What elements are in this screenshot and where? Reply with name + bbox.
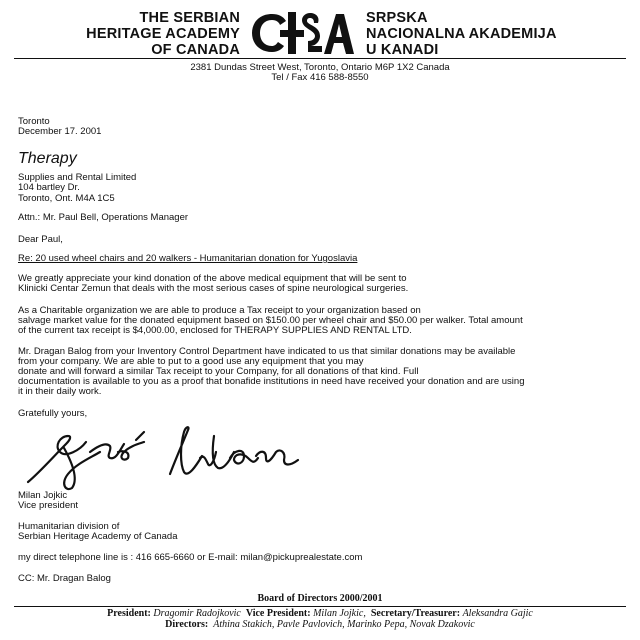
handwritten-signature: [20, 422, 310, 492]
letterhead-name-serbian: [366, 10, 626, 58]
letter-city: Toronto: [18, 116, 50, 127]
board-directors: [0, 619, 640, 630]
paragraph-line: Mr. Dragan Balog from your Inventory Control Department have indicated to us that similar donations may be available: [18, 346, 516, 357]
letterhead-line: NACIONALNA AKADEMIJA: [366, 26, 557, 42]
directors-label: Directors:: [165, 619, 209, 630]
letterhead-line: SRPSKA: [366, 10, 428, 26]
letterhead-line: THE SERBIAN: [139, 10, 240, 26]
division-line: Serbian Heritage Academy of Canada: [18, 531, 178, 542]
vice-president-label: Vice President:: [245, 608, 311, 619]
vice-president-name: Milan Jojkic,: [313, 608, 366, 619]
letter-date: December 17. 2001: [18, 126, 102, 137]
paragraph-line: donate and will forward a similar Tax receipt to your Company, for all donations of that kind. Full: [18, 366, 419, 377]
letterhead-phone: Tel / Fax 416 588-8550: [271, 72, 369, 83]
secretary-name: Aleksandra Gajic: [462, 608, 533, 619]
president-name: Dragomir Radojkovic: [153, 608, 241, 619]
signer-title: Vice president: [18, 500, 79, 511]
directors-names: Athina Stakich, Pavle Pavlovich, Marinko Pepa, Novak Dzakovic: [213, 619, 475, 630]
recipient-company: Therapy: [18, 150, 77, 167]
recipient-line: 104 bartley Dr.: [18, 182, 80, 193]
subject-line: Re: 20 used wheel chairs and 20 walkers - Humanitarian donation for Yugoslavia: [18, 253, 358, 264]
footer-divider: [14, 606, 626, 607]
board-officers: [0, 608, 640, 619]
letterhead-line: U KANADI: [366, 42, 439, 58]
paragraph-line: from your company. We are able to put to a good use any equipment that you may: [18, 356, 364, 367]
cc-line: CC: Mr. Dragan Balog: [18, 573, 111, 584]
closing: Gratefully yours,: [18, 408, 88, 419]
letterhead-line: OF CANADA: [151, 42, 240, 58]
academy-logo-icon: [250, 8, 356, 58]
paragraph-line: We greatly appreciate your kind donation of the above medical equipment that will be sent to: [18, 273, 407, 284]
salutation: Dear Paul,: [18, 234, 63, 245]
contact-line: my direct telephone line is : 416 665-6660 or E-mail: milan@pickuprealestate.com: [18, 552, 363, 563]
letterhead-address: 2381 Dundas Street West, Toronto, Ontario M6P 1X2 Canada: [190, 62, 450, 73]
paragraph-line: documentation is available to you as a proof that bonafide institutions in need have received your donation and are using: [18, 376, 525, 387]
signer-name: Milan Jojkic: [18, 490, 68, 501]
letterhead-line: HERITAGE ACADEMY: [86, 26, 240, 42]
letterhead-divider: [14, 58, 626, 59]
paragraph-line: salvage market value for the donated equipment based on $150.00 per wheel chair and $50.00 per walker. Total amount: [18, 315, 523, 326]
attention-line: Attn.: Mr. Paul Bell, Operations Manager: [18, 212, 189, 223]
secretary-label: Secretary/Treasurer:: [370, 608, 461, 619]
board-title: Board of Directors 2000/2001: [257, 593, 383, 604]
paragraph-line: Klinicki Centar Zemun that deals with the most serious cases of spine neurological surgeries.: [18, 283, 409, 294]
paragraph-line: As a Charitable organization we are able to produce a Tax receipt to your organization based on: [18, 305, 421, 316]
division-line: Humanitarian division of: [18, 521, 120, 532]
president-label: President:: [107, 608, 151, 619]
recipient-line: Supplies and Rental Limited: [18, 172, 137, 183]
letterhead-name-english: [70, 10, 240, 58]
paragraph-line: of the current tax receipt is $4,000.00, enclosed for THERAPY SUPPLIES AND RENTAL LTD.: [18, 325, 412, 336]
recipient-line: Toronto, Ont. M4A 1C5: [18, 193, 115, 204]
paragraph-line: it in their daily work.: [18, 386, 102, 397]
